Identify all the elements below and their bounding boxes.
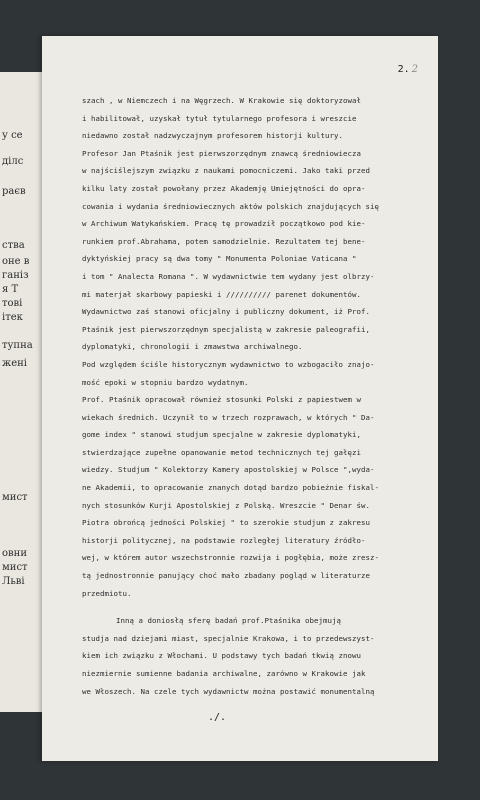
text-line: dyktyńskiej pracy są dwa tomy " Monumenta Poloniae Vaticana " bbox=[82, 254, 357, 264]
underlying-fragment: ітек bbox=[2, 312, 23, 323]
pencil-annotation: 2 bbox=[411, 64, 418, 75]
text-line: wej, w którem autor wszechstronnie rozwija i pogłębia, może zresz- bbox=[82, 553, 379, 563]
underlying-fragment: у се bbox=[2, 130, 23, 141]
text-line: wiekach średnich. Uczynił to w trzech rozprawach, w których " Da- bbox=[82, 412, 375, 422]
underlying-fragment: ділс bbox=[2, 156, 24, 167]
paragraph-gap bbox=[82, 602, 430, 612]
text-line: kilku laty został powołany przez Akademję Umiejętności do opra- bbox=[82, 183, 366, 193]
underlying-fragment: оне в bbox=[2, 256, 30, 267]
text-line: ne Akademii, to opracowanie znanych dotąd bardzo pobieżnie fiskal- bbox=[82, 483, 379, 493]
text-line: gome index " stanowi studjum specjalne w zakresie dyplomatyki, bbox=[82, 430, 361, 440]
text-line: mi materjał skarbowy papieski i ////////// parenet dokumentów. bbox=[82, 289, 361, 299]
page-number-text: 2. bbox=[397, 64, 410, 75]
underlying-fragment: тупна bbox=[2, 340, 33, 351]
text-line: niedawno został nadzwyczajnym profesorem historji kultury. bbox=[82, 131, 343, 141]
underlying-fragment: овни bbox=[2, 548, 27, 559]
text-line: we Włoszech. Na czele tych wydawnictw można postawić monumentalną bbox=[82, 686, 375, 696]
text-line: Prof. Ptaśnik opracował również stosunki Polski z papiestwem w bbox=[82, 395, 361, 405]
underlying-fragment: я Т bbox=[2, 284, 19, 295]
text-line: szach , w Niemczech i na Węgrzech. W Krakowie się doktoryzował bbox=[82, 96, 361, 105]
body-text bbox=[82, 92, 430, 700]
text-line: w najściślejszym związku z naukami pomocniczemi. Jako taki przed bbox=[82, 166, 370, 176]
underlying-fragment: ганіз bbox=[2, 270, 29, 281]
document-page bbox=[42, 36, 438, 761]
underlying-page bbox=[0, 72, 44, 712]
text-line: i tom " Analecta Romana ". W wydawnictwie tem wydany jest olbrzy- bbox=[82, 271, 375, 281]
underlying-fragment: тові bbox=[2, 298, 23, 309]
text-line: Ptaśnik jest pierwszorzędnym specjalistą w zakresie paleografii, bbox=[82, 324, 370, 334]
underlying-fragment: ства bbox=[2, 240, 25, 251]
text-line: kiem ich związku z Włochami. U podstawy tych badań tkwią znowu bbox=[82, 651, 361, 661]
text-line: przedmiotu. bbox=[82, 588, 132, 598]
text-line: Profesor Jan Ptaśnik jest pierwszorzędnym znawcą średniowiecza bbox=[82, 148, 361, 158]
text-line: cowania i wydania średniowiecznych aktów polskich znajdujących się bbox=[82, 201, 379, 211]
text-line: mość epoki w stopniu bardzo wydatnym. bbox=[82, 377, 249, 387]
text-line: niezmiernie sumienne badania archiwalne, zarówno w Krakowie jak bbox=[82, 669, 366, 678]
underlying-fragment: жені bbox=[2, 358, 27, 369]
text-line: w Archiwum Watykańskiem. Pracę tę prowadził początkowo pod kie- bbox=[82, 219, 366, 229]
text-line: dyplomatyki, chronologii i zmawstwa archiwalnego. bbox=[82, 342, 303, 352]
text-line: Wydawnictwo zaś stanowi oficjalny i publiczny dokument, iż Prof. bbox=[82, 307, 370, 317]
underlying-fragment: мист bbox=[2, 562, 28, 573]
page-number bbox=[398, 64, 418, 75]
text-line: nych stosunków Kurji Apostolskiej z Polską. Wreszcie " Denar św. bbox=[82, 500, 370, 510]
underlying-fragment: Льві bbox=[2, 576, 25, 587]
underlying-fragment: мист bbox=[2, 492, 28, 503]
text-line: historji politycznej, na podstawie rozległej literatury źródło- bbox=[82, 535, 366, 545]
text-line: Pod względem ściśle historycznym wydawnictwo to wzbogaciło znajo- bbox=[82, 359, 375, 369]
text-line: Inną a doniosłą sferę badań prof.Ptaśnika obejmują bbox=[116, 616, 341, 626]
continuation-mark: ./. bbox=[208, 712, 227, 723]
text-line: studja nad dziejami miast, specjalnie Krakowa, i to przedewszyst- bbox=[82, 633, 375, 643]
text-line: runkiem prof.Abrahama, potem samodzielnie. Rezultatem tej bene- bbox=[82, 236, 366, 246]
text-line: stwierdzające zupełne opanowanie metod technicznych tej gałęzi bbox=[82, 447, 361, 457]
text-line: i habilitował, uzyskał tytuł tytularnego profesora i wreszcie bbox=[82, 113, 357, 123]
underlying-fragment: раєв bbox=[2, 186, 26, 197]
text-line: Piotra obrońcą jedności Polskiej " to szerokie studjum z zakresu bbox=[82, 518, 370, 528]
text-line: tą jednostronnie panujący choć mało zbadany pogląd w literaturze bbox=[82, 571, 370, 581]
text-line: wiedzy. Studjum " Kolektorzy Kamery apostolskiej w Polsce ",wyda- bbox=[82, 465, 375, 475]
